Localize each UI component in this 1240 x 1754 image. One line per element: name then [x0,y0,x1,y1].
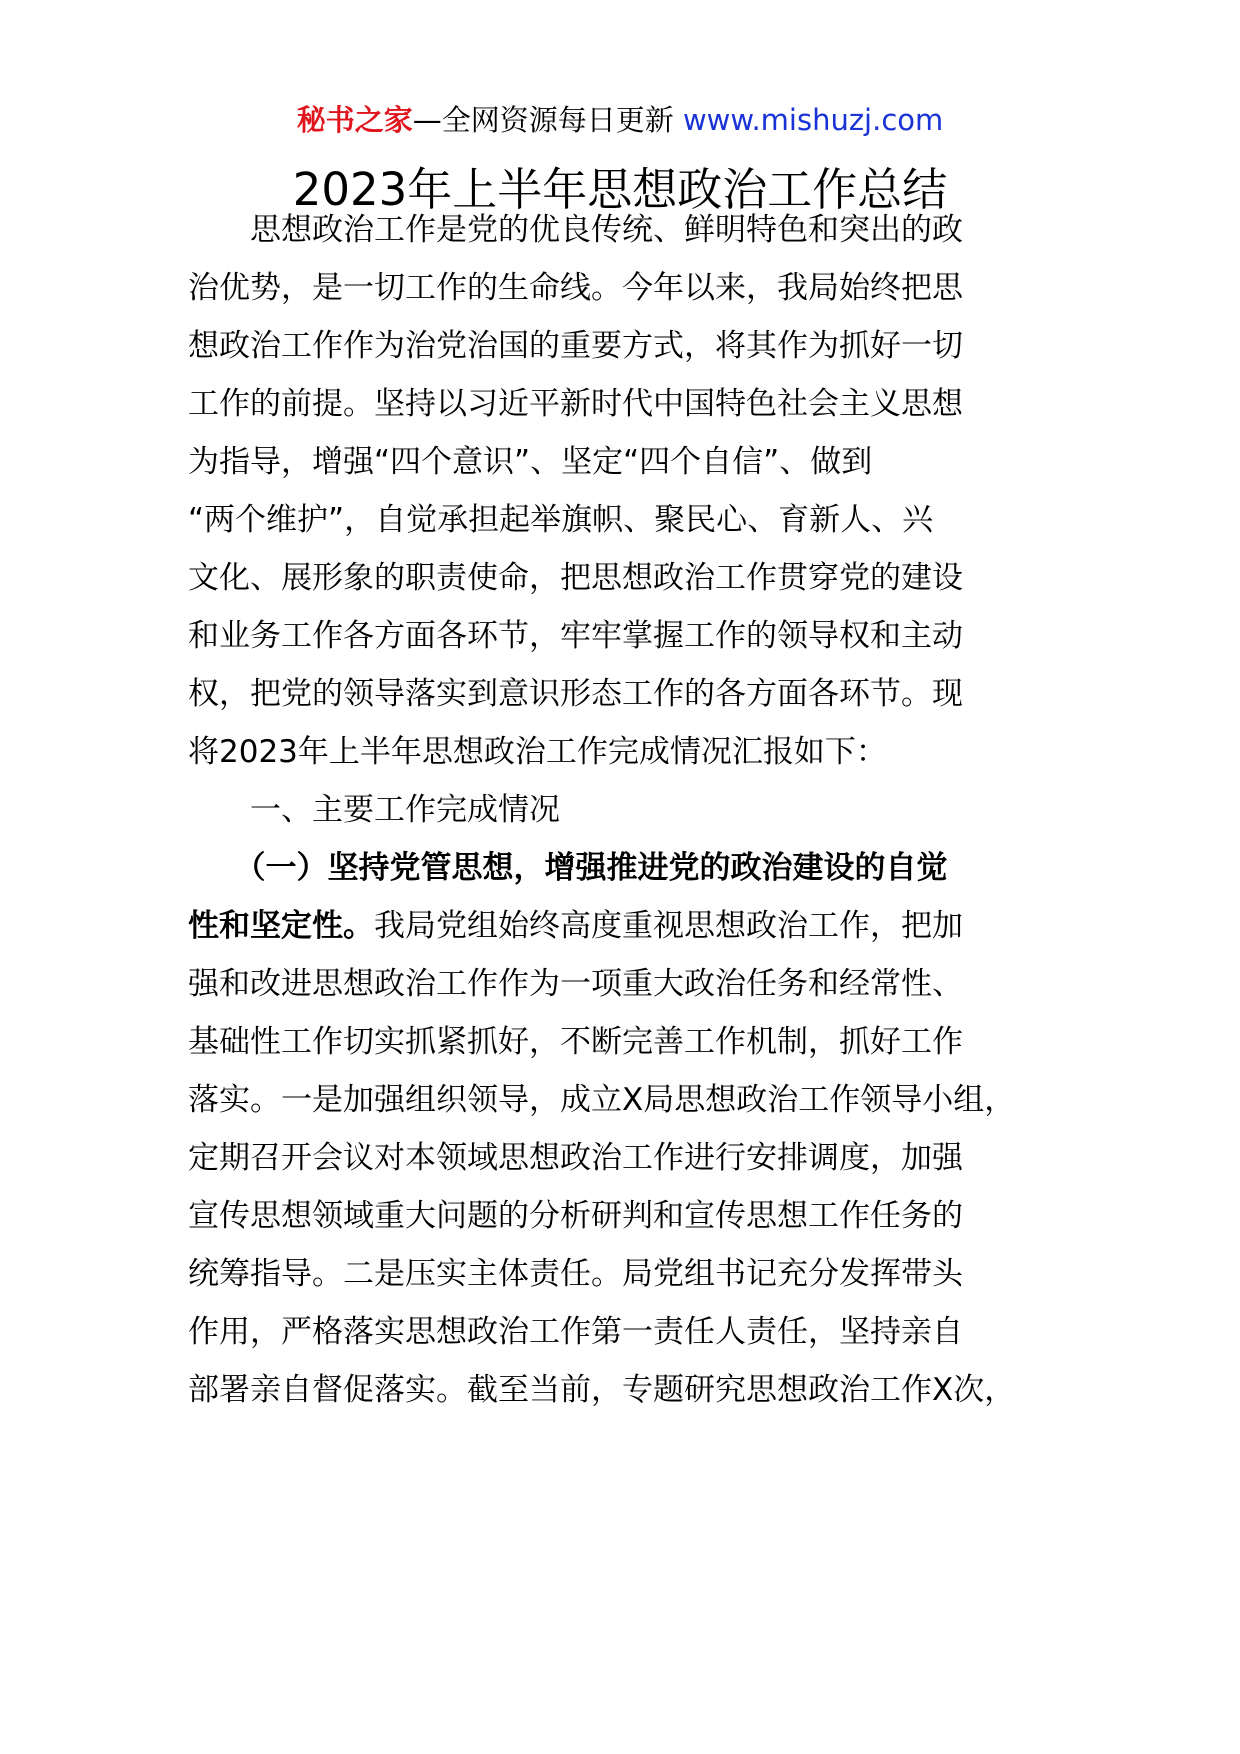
paragraph-line: 文化、展形象的职责使命，把思想政治工作贯穿党的建设 [188,560,963,596]
paragraph-line: 将2023年上半年思想政治工作完成情况汇报如下： [188,734,887,770]
paragraph-line: 落实。一是加强组织领导，成立X局思想政治工作领导小组， [188,1082,1016,1118]
paragraph-line: 治优势，是一切工作的生命线。今年以来，我局始终把思 [188,270,963,306]
paragraph-line: 定期召开会议对本领域思想政治工作进行安排调度，加强 [188,1140,963,1176]
subsection-heading-end: 性和坚定性。 [188,908,374,944]
paragraph-line: 和业务工作各方面各环节，牢牢掌握工作的领导权和主动 [188,618,963,654]
paragraph-line: 思想政治工作是党的优良传统、鲜明特色和突出的政 [188,212,963,248]
paragraph-line: 强和改进思想政治工作作为一项重大政治任务和经常性、 [188,966,963,1002]
document-title: 2023年上半年思想政治工作总结 [292,163,948,216]
paragraph-line: 为指导，增强“四个意识”、坚定“四个自信”、做到 [188,444,873,480]
paragraph-line: 统筹指导。二是压实主体责任。局党组书记充分发挥带头 [188,1256,963,1292]
paragraph-line: “两个维护”，自觉承担起举旗帜、聚民心、育新人、兴 [188,502,934,538]
header-tagline: —全网资源每日更新 [412,103,674,137]
site-url-link[interactable]: www.mishuzj.com [682,103,944,137]
subsection-heading: （一）坚持党管思想，增强推进党的政治建设的自觉 [188,850,948,886]
paragraph-line [188,906,1088,946]
site-header [0,100,1240,140]
section-heading: 一、主要工作完成情况 [188,792,560,828]
paragraph-text: 我局党组始终高度重视思想政治工作，把加 [374,908,963,944]
paragraph-line: 工作的前提。坚持以习近平新时代中国特色社会主义思想 [188,386,963,422]
paragraph-line: 宣传思想领域重大问题的分析研判和宣传思想工作任务的 [188,1198,963,1234]
paragraph-line: 基础性工作切实抓紧抓好，不断完善工作机制，抓好工作 [188,1024,963,1060]
paragraph-line: 想政治工作作为治党治国的重要方式，将其作为抓好一切 [188,328,963,364]
brand-name: 秘书之家 [296,103,413,137]
paragraph-line: 作用，严格落实思想政治工作第一责任人责任，坚持亲自 [188,1314,963,1350]
paragraph-line: 权，把党的领导落实到意识形态工作的各方面各环节。现 [188,676,963,712]
paragraph-line: 部署亲自督促落实。截至当前，专题研究思想政治工作X次， [188,1372,1016,1408]
